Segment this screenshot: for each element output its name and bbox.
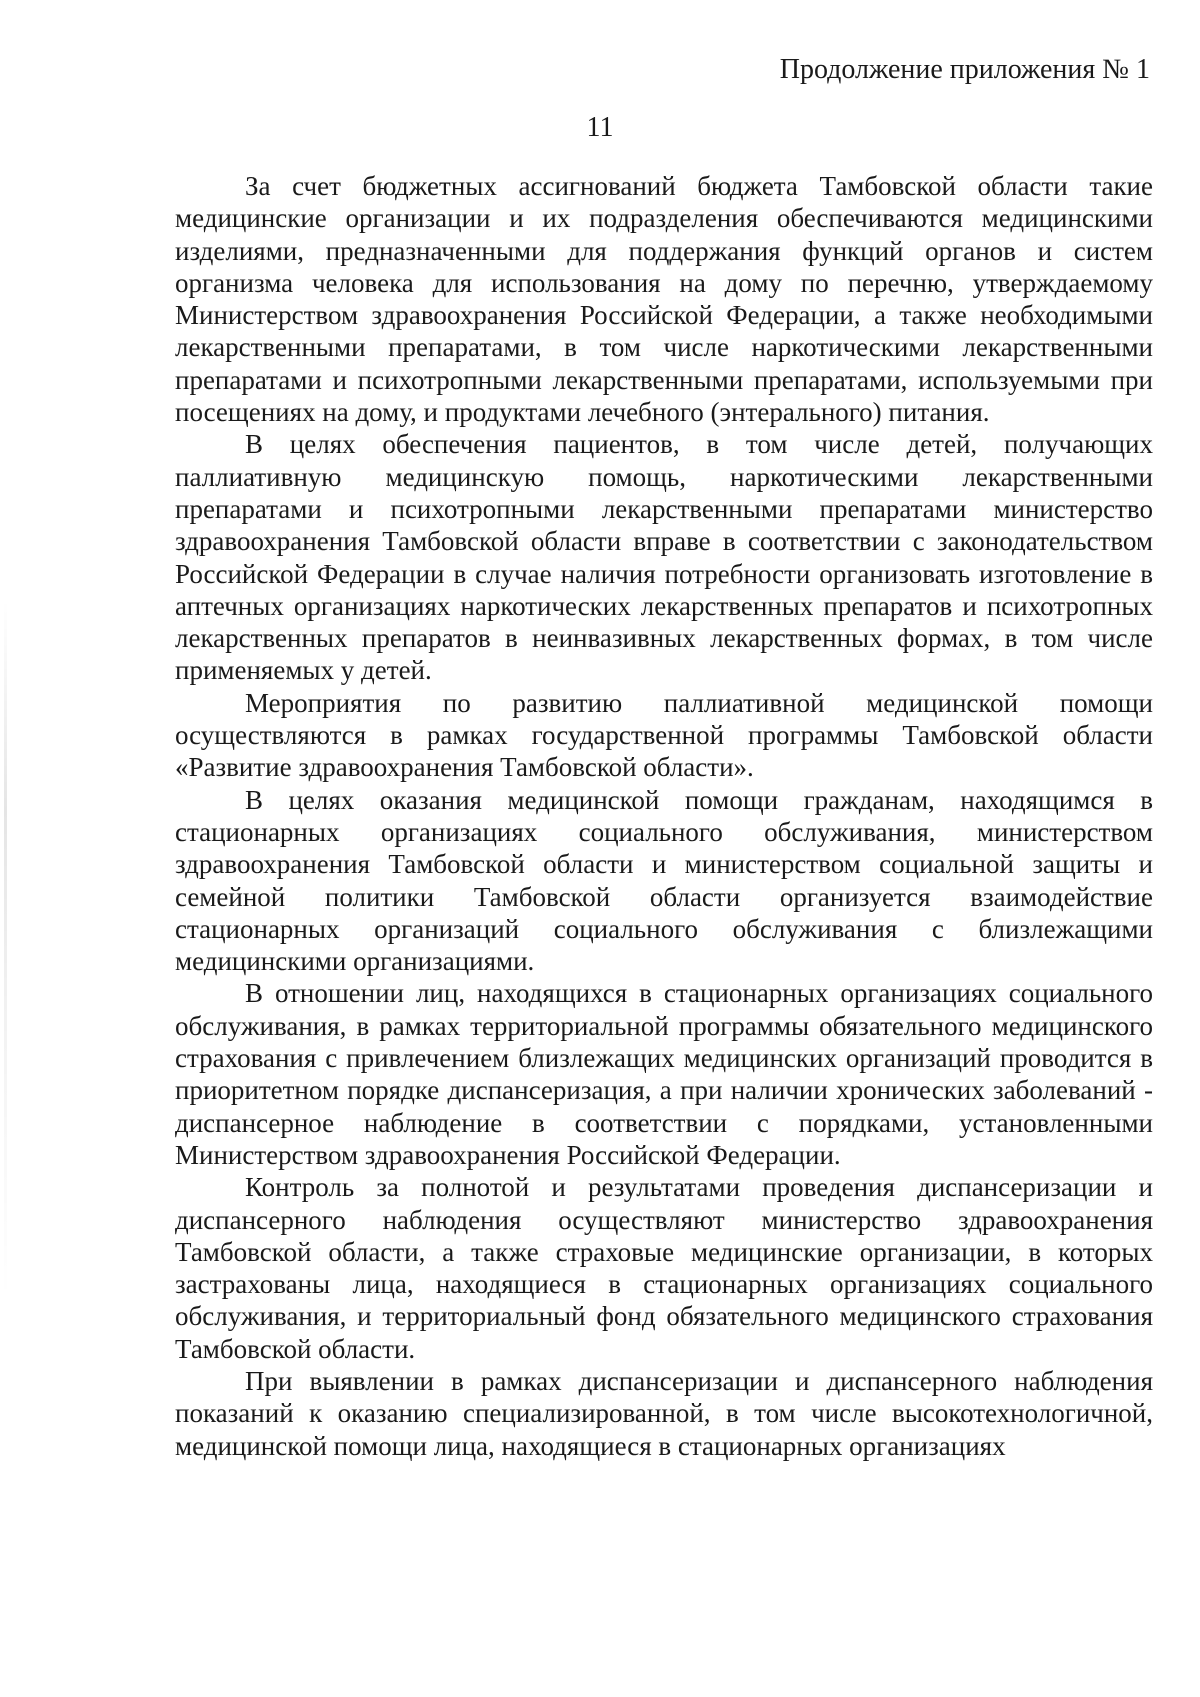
page-number: 11 — [586, 112, 614, 143]
paragraph: Контроль за полнотой и результатами проведения диспансеризации и диспансерного наблюдения осуществляют министерство здравоохранения Тамбовской области, а также страховые медицинские организации, в которых застрахованы лица, находящиеся в стационарных организациях социального обслуживания, и территориальный фонд обязательного медицинского страхования Тамбовской области. — [175, 1172, 1153, 1364]
paragraph: В отношении лиц, находящихся в стационарных организациях социального обслуживания, в рамках территориальной программы обязательного медицинского страхования с привлечением близлежащих медицинских организаций проводится в приоритетном порядке диспансеризация, а при наличии хронических заболеваний - диспансерное наблюдение в соответствии с порядками, установленными Министерством здравоохранения Российской Федерации. — [175, 978, 1153, 1170]
paragraph: При выявлении в рамках диспансеризации и диспансерного наблюдения показаний к оказанию специализированной, в том числе высокотехнологичной, медицинской помощи лица, находящиеся в стационарных организациях — [175, 1365, 1153, 1461]
paragraph: В целях оказания медицинской помощи гражданам, находящимся в стационарных организациях социального обслуживания, министерством здравоохранения Тамбовской области и министерством социальной защиты и семейной политики Тамбовской области организуется взаимодействие стационарных организаций социального обслуживания с близлежащими медицинскими организациями. — [175, 784, 1153, 977]
paragraph: Мероприятия по развитию паллиативной медицинской помощи осуществляются в рамках государственной программы Тамбовской области «Развитие здравоохранения Тамбовской области». — [175, 687, 1153, 783]
scan-artifact — [4, 600, 7, 1300]
appendix-continuation-note: Продолжение приложения № 1 — [779, 54, 1150, 85]
document-body — [175, 170, 1153, 1462]
paragraph: За счет бюджетных ассигнований бюджета Тамбовской области такие медицинские организации и их подразделения обеспечиваются медицинскими изделиями, предназначенными для поддержания функций органов и систем организма человека для использования на дому по перечню, утверждаемому Министерством здравоохранения Российской Федерации, а также необходимыми лекарственными препаратами, в том числе наркотическими лекарственными препаратами и психотропными лекарственными препаратами, используемыми при посещениях на дому, и продуктами лечебного (энтерального) питания. — [175, 171, 1153, 428]
paragraph: В целях обеспечения пациентов, в том числе детей, получающих паллиативную медицинскую помощь, наркотическими лекарственными препаратами и психотропными лекарственными препаратами министерство здравоохранения Тамбовской области вправе в соответствии с законодательством Российской Федерации в случае наличия потребности организовать изготовление в аптечных организациях наркотических лекарственных препаратов и психотропных лекарственных препаратов в неинвазивных лекарственных формах, в том числе применяемых у детей. — [175, 429, 1153, 686]
